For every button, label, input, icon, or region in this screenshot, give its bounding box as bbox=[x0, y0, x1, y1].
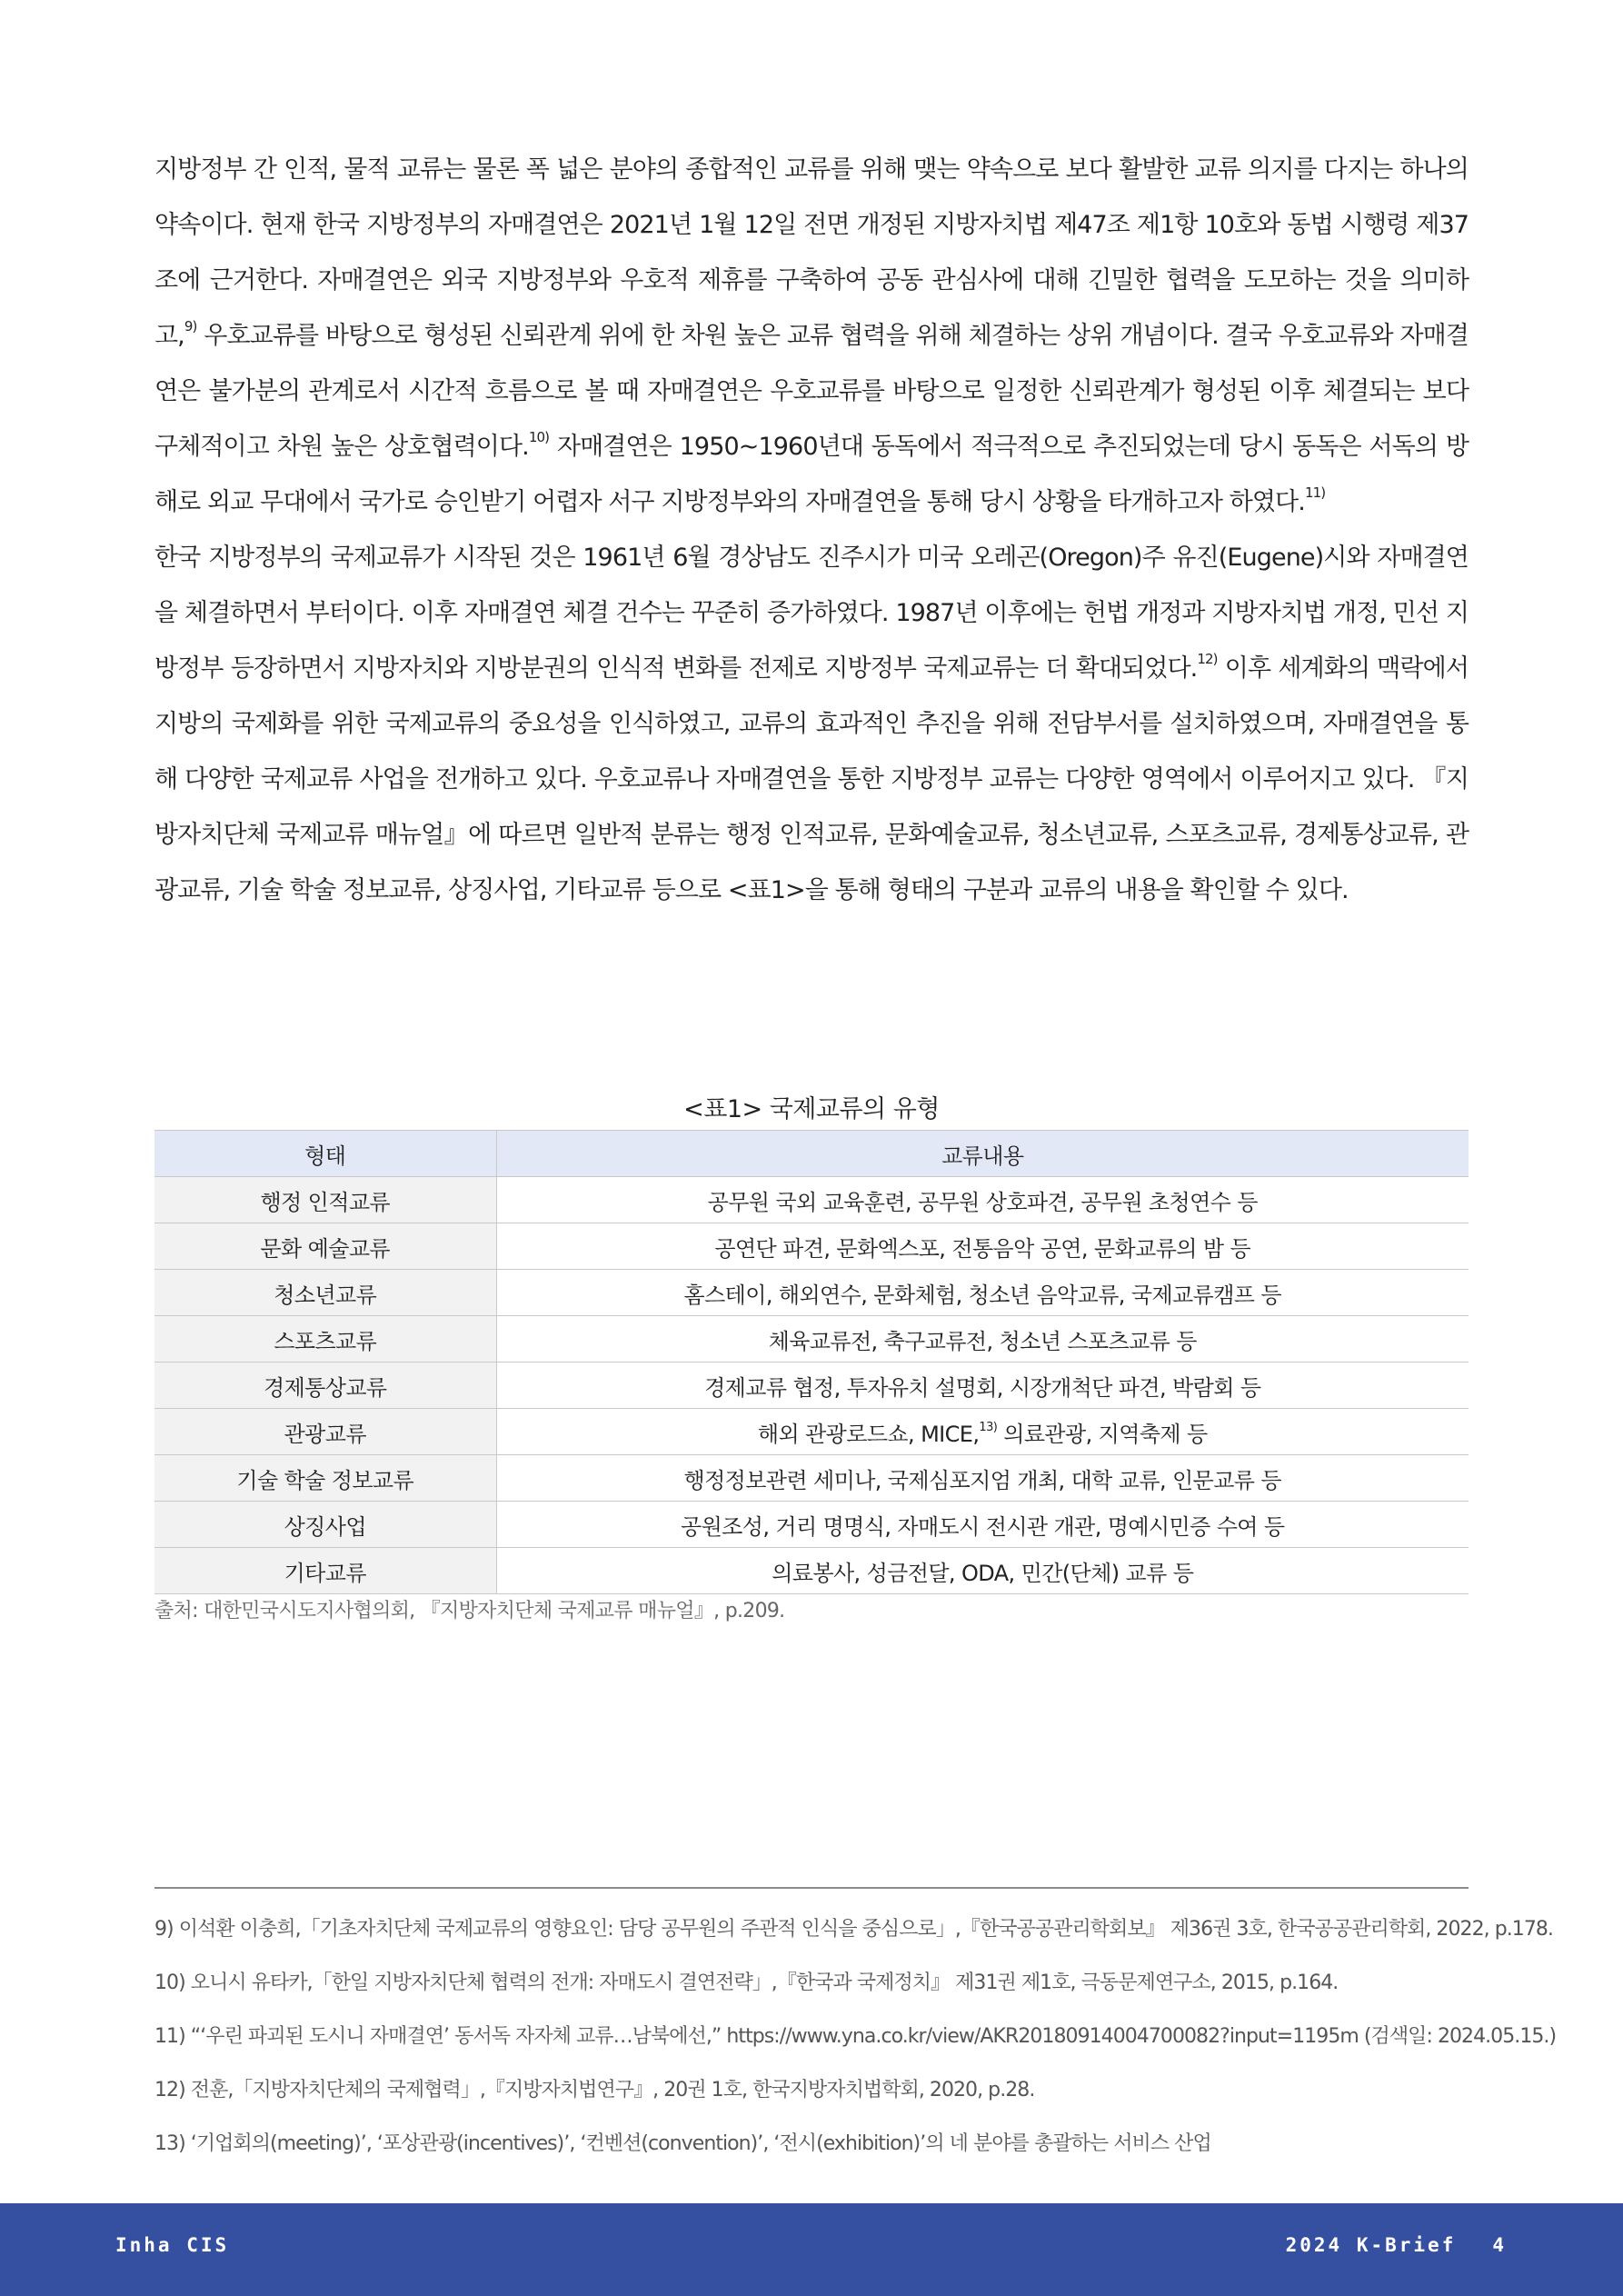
table-source: 출처: 대한민국시도지사협의회, 『지방자치단체 국제교류 매뉴얼』, p.209. bbox=[154, 1600, 785, 1622]
cell-type: 기술 학술 정보교류 bbox=[154, 1455, 496, 1502]
cell-content: 경제교류 협정, 투자유치 설명회, 시장개척단 파견, 박람회 등 bbox=[496, 1363, 1469, 1409]
footnote-ref[interactable]: 9) bbox=[184, 318, 197, 334]
header-content: 교류내용 bbox=[496, 1131, 1469, 1177]
cell-type: 행정 인적교류 bbox=[154, 1177, 496, 1223]
paragraph-text: 이후 세계화의 맥락에서 지방의 국제화를 위한 국제교류의 중요성을 인식하였고, 교류의 효과적인 추진을 위해 전담부서를 설치하였으며, 자매결연을 통해 다양한 국제교류 사업을 전개하고 있다. 우호교류나 자매결연을 통한 지방정부 교류는 다양한 영역에서 이루어지고 있다. 『지방자치단체 국제교류 매뉴얼』에 따르면 일반적 분류는 행정 인적교류, 문화예술교류, 청소년교류, 스포츠교류, 경제통상교류, 관광교류, 기술 학술 정보교류, 상징사업, 기타교류 등으로 <표1>을 통해 형태의 구분과 교류의 내용을 확인할 수 있다. bbox=[154, 654, 1469, 904]
header-type: 형태 bbox=[154, 1131, 496, 1177]
footnote-divider bbox=[154, 1887, 1469, 1889]
footnote-ref[interactable]: 11) bbox=[1304, 484, 1326, 501]
table-row bbox=[154, 1316, 1469, 1363]
table-row bbox=[154, 1223, 1469, 1270]
cell-type: 문화 예술교류 bbox=[154, 1223, 496, 1270]
table-row bbox=[154, 1502, 1469, 1548]
cell-content: 행정정보관련 세미나, 국제심포지엄 개최, 대학 교류, 인문교류 등 bbox=[496, 1455, 1469, 1502]
table-row bbox=[154, 1177, 1469, 1223]
footnote-11: 11) “‘우린 파괴된 도시니 자매결연’ 동서독 자자체 교류…남북에선,” https://www.yna.co.kr/view/AKR20180914004700082?input=1195m (검색일: 2024.05.15.) bbox=[154, 2025, 1557, 2048]
paragraph-text: 자매결연은 1950~1960년대 동독에서 적극적으로 추진되었는데 당시 동독은 서독의 방해로 외교 무대에서 국가로 승인받기 어렵자 서구 지방정부와의 자매결연을 통해 당시 상황을 타개하고자 하였다. bbox=[154, 433, 1469, 516]
footer-title: 2024 K-Brief bbox=[1285, 2234, 1457, 2256]
footnotes bbox=[154, 1902, 1557, 2171]
cell-content: 체육교류전, 축구교류전, 청소년 스포츠교류 등 bbox=[496, 1316, 1469, 1363]
footnote-ref[interactable]: 13) bbox=[979, 1420, 998, 1434]
paragraph-text: 한국 지방정부의 국제교류가 시작된 것은 1961년 6월 경상남도 진주시가 미국 오레곤(Oregon)주 유진(Eugene)시와 자매결연을 체결하면서 부터이다. 이후 자매결연 체결 건수는 꾸준히 증가하였다. 1987년 이후에는 헌법 개정과 지방자치법 개정, 민선 지방정부 등장하면서 지방자치와 지방분권의 인식적 변화를 전제로 지방정부 국제교류는 더 확대되었다. bbox=[154, 544, 1469, 683]
body-paragraph-1 bbox=[154, 142, 1469, 530]
cell-content: 홈스테이, 해외연수, 문화체험, 청소년 음악교류, 국제교류캠프 등 bbox=[496, 1270, 1469, 1316]
cell-type: 기타교류 bbox=[154, 1548, 496, 1594]
footnote-13: 13) ‘기업회의(meeting)’, ‘포상관광(incentives)’, ‘컨벤션(convention)’, ‘전시(exhibition)’의 네 분야를 총괄하는 서비스 산업 bbox=[154, 2132, 1211, 2155]
footnote-ref[interactable]: 10) bbox=[528, 429, 550, 445]
cell-content: 공연단 파견, 문화엑스포, 전통음악 공연, 문화교류의 밤 등 bbox=[496, 1223, 1469, 1270]
cell-type: 관광교류 bbox=[154, 1409, 496, 1455]
exchange-types-table bbox=[154, 1130, 1469, 1594]
cell-text: 해외 관광로드쇼, MICE, bbox=[757, 1421, 980, 1447]
cell-content: 의료봉사, 성금전달, ODA, 민간(단체) 교류 등 bbox=[496, 1548, 1469, 1594]
table-header-row bbox=[154, 1131, 1469, 1177]
paragraph-text: 지방정부 간 인적, 물적 교류는 물론 폭 넓은 분야의 종합적인 교류를 위해 맺는 약속으로 보다 활발한 교류 의지를 다지는 하나의 약속이다. 현재 한국 지방정부의 자매결연은 2021년 1월 12일 전면 개정된 지방자치법 제47조 제1항 10호와 동법 시행령 제37조에 근거한다. 자매결연은 외국 지방정부와 우호적 제휴를 구축하여 공동 관심사에 대해 긴밀한 협력을 도모하는 것을 의미하고, bbox=[154, 155, 1469, 350]
footer-org: Inha CIS bbox=[115, 2234, 230, 2256]
footnote-ref[interactable]: 12) bbox=[1197, 651, 1218, 667]
main-content bbox=[154, 142, 1469, 918]
footnote-10: 10) 오니시 유타카,「한일 지방자치단체 협력의 전개: 자매도시 결연전략」,『한국과 국제정치』 제31권 제1호, 극동문제연구소, 2015, p.164. bbox=[154, 1972, 1339, 1994]
body-paragraph-2 bbox=[154, 530, 1469, 918]
page-footer bbox=[0, 2203, 1623, 2296]
table-row bbox=[154, 1409, 1469, 1455]
cell-type: 청소년교류 bbox=[154, 1270, 496, 1316]
table-row bbox=[154, 1270, 1469, 1316]
cell-content: 공원조성, 거리 명명식, 자매도시 전시관 개관, 명예시민증 수여 등 bbox=[496, 1502, 1469, 1548]
table-row bbox=[154, 1363, 1469, 1409]
cell-content: 공무원 국외 교육훈련, 공무원 상호파견, 공무원 초청연수 등 bbox=[496, 1177, 1469, 1223]
cell-type: 경제통상교류 bbox=[154, 1363, 496, 1409]
table-row bbox=[154, 1455, 1469, 1502]
cell-text: 의료관광, 지역축제 등 bbox=[997, 1421, 1208, 1447]
page-number: 4 bbox=[1492, 2234, 1507, 2256]
footer-publication bbox=[1286, 2234, 1507, 2256]
footnote-9: 9) 이석환 이충희,「기초자치단체 국제교류의 영향요인: 담당 공무원의 주관적 인식을 중심으로」,『한국공공관리학회보』 제36권 3호, 한국공공관리학회, 2022, p.178. bbox=[154, 1918, 1553, 1941]
cell-type: 스포츠교류 bbox=[154, 1316, 496, 1363]
table-title: <표1> 국제교류의 유형 bbox=[683, 1095, 940, 1123]
table-row bbox=[154, 1548, 1469, 1594]
cell-content bbox=[496, 1409, 1469, 1455]
paragraph-text: 우호교류를 바탕으로 형성된 신뢰관계 위에 한 차원 높은 교류 협력을 위해 체결하는 상위 개념이다. 결국 우호교류와 자매결연은 불가분의 관계로서 시간적 흐름으로 볼 때 자매결연은 우호교류를 바탕으로 일정한 신뢰관계가 형성된 이후 체결되는 보다 구체적이고 차원 높은 상호협력이다. bbox=[154, 322, 1469, 461]
footnote-12: 12) 전훈,「지방자치단체의 국제협력」,『지방자치법연구』, 20권 1호, 한국지방자치법학회, 2020, p.28. bbox=[154, 2079, 1035, 2101]
cell-type: 상징사업 bbox=[154, 1502, 496, 1548]
